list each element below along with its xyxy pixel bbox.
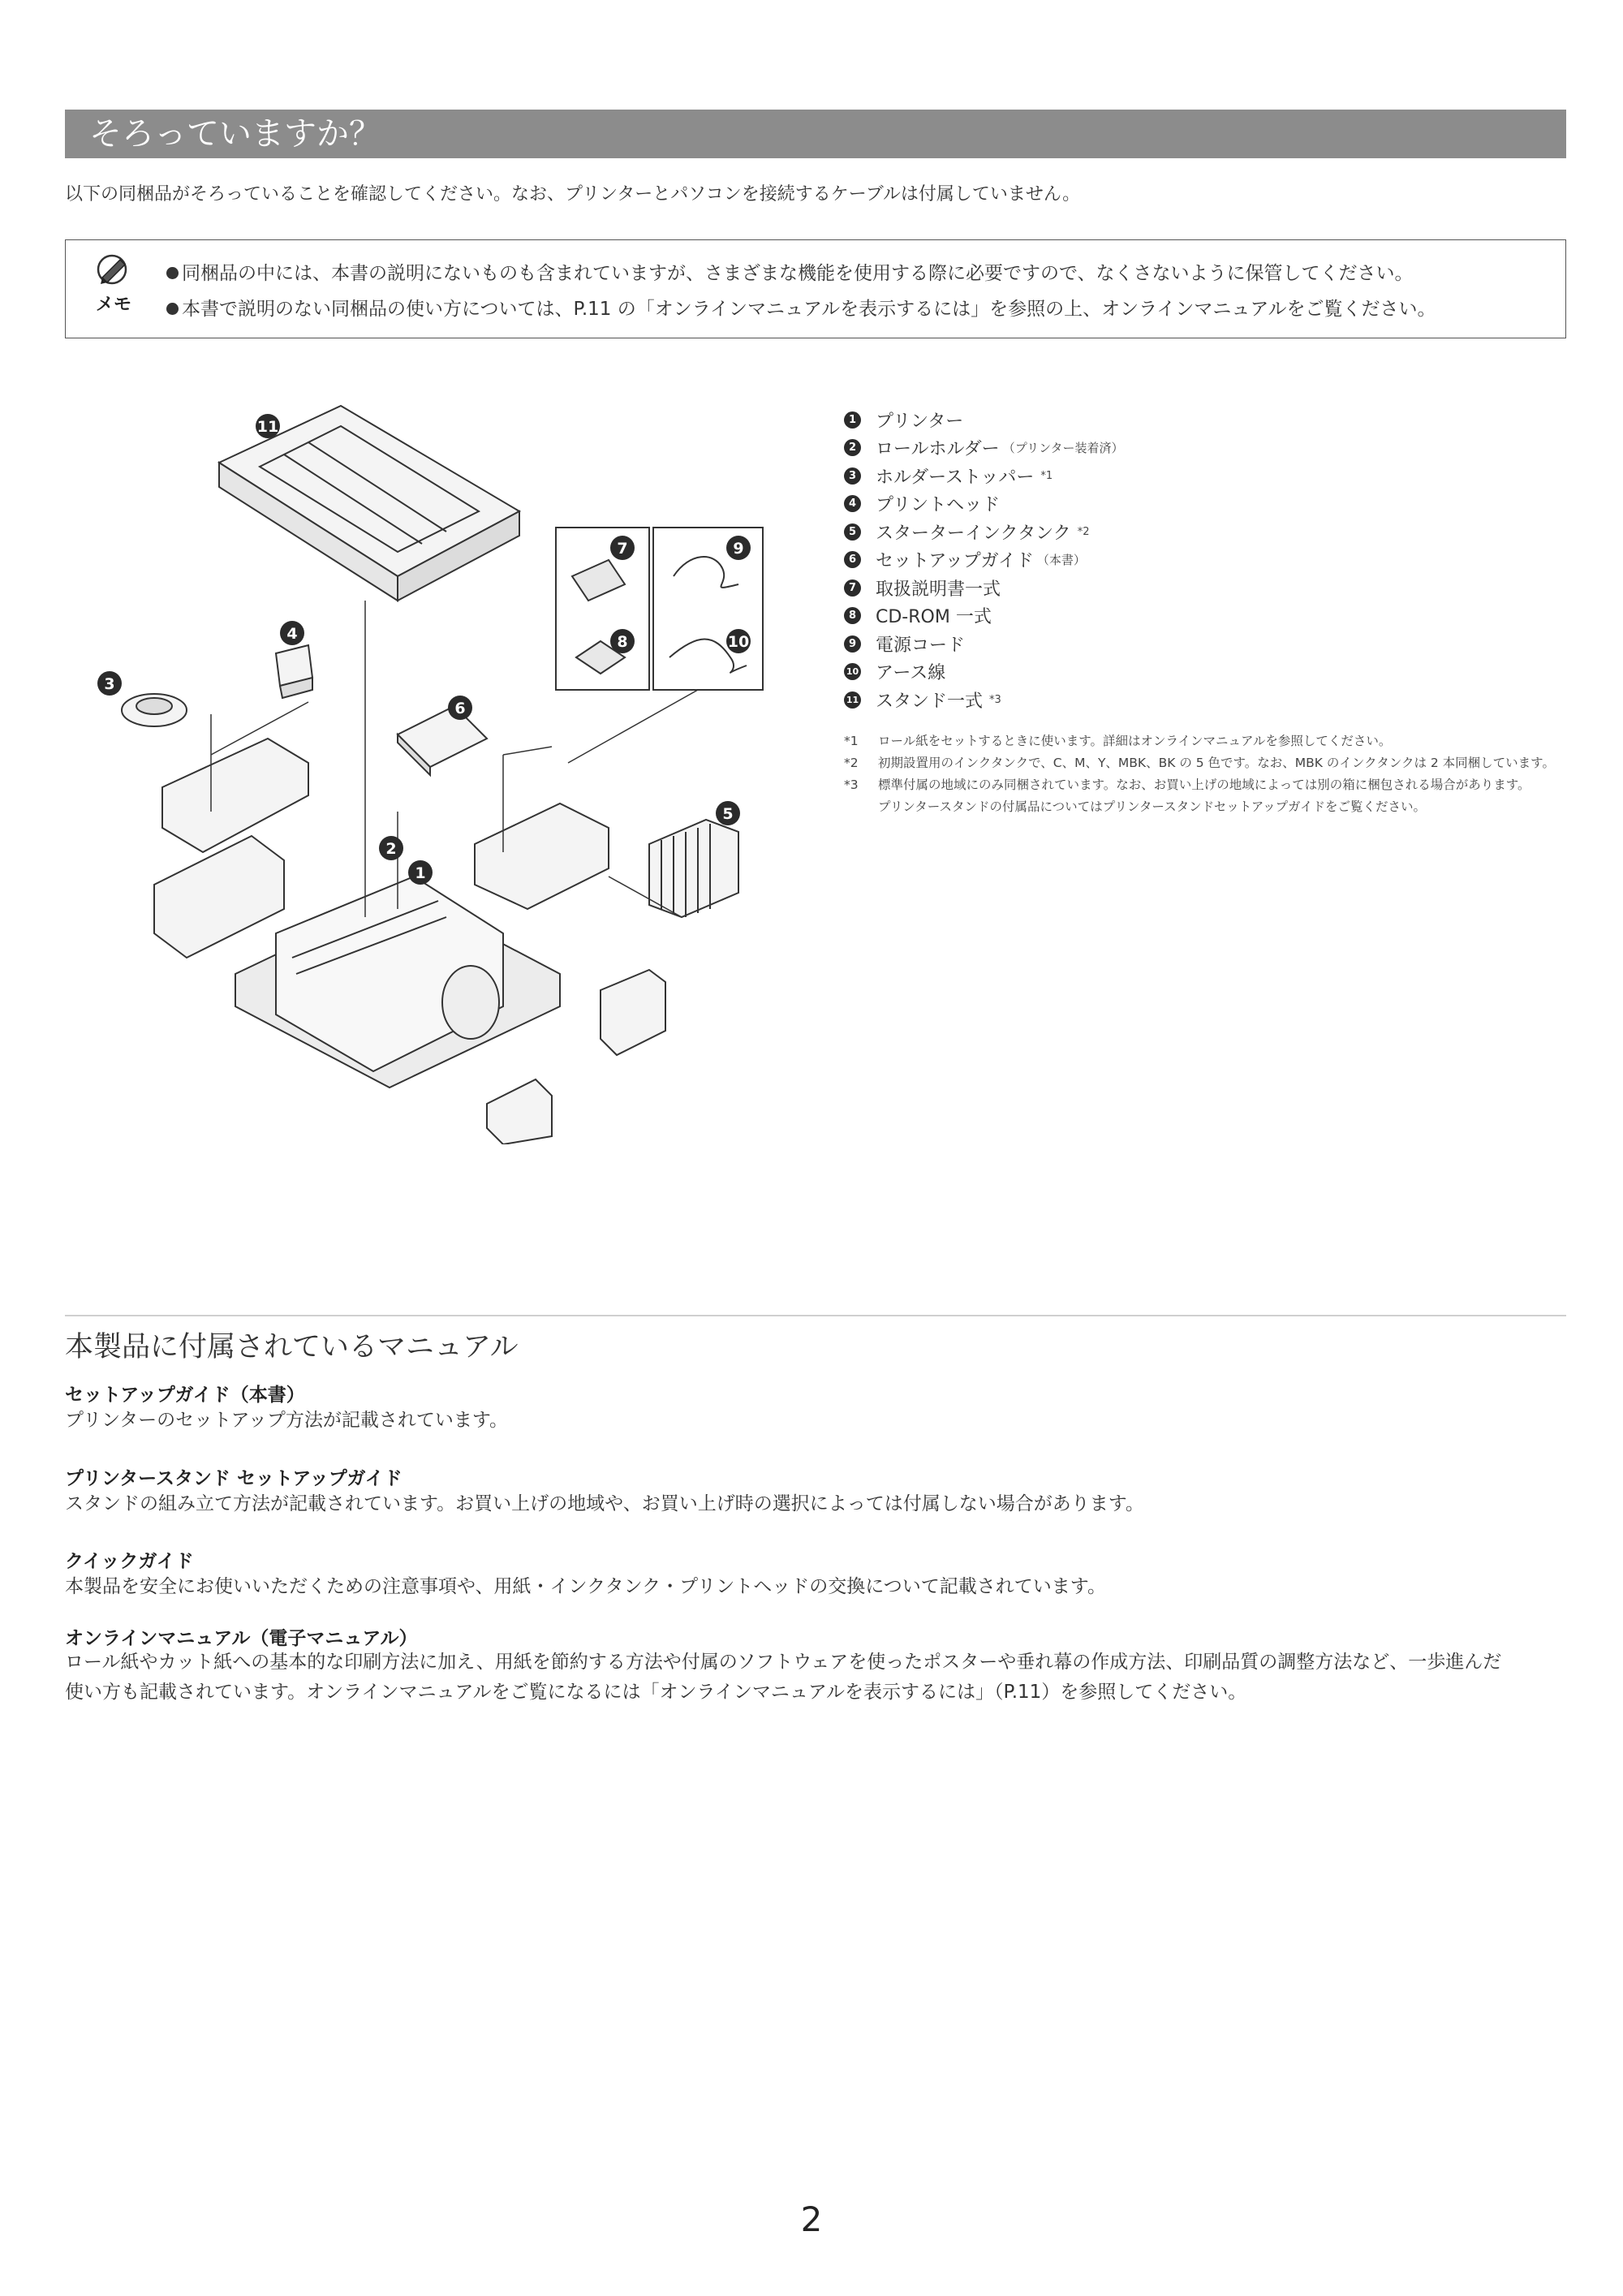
svg-text:6: 6 xyxy=(454,700,466,717)
svg-text:10: 10 xyxy=(727,633,750,651)
section-divider xyxy=(65,1315,1566,1316)
svg-text:3: 3 xyxy=(104,675,115,693)
memo-box xyxy=(65,239,1566,338)
svg-text:11: 11 xyxy=(256,418,279,436)
memo-line: 本書で説明のない同梱品の使い方については、P.11 の「オンラインマニュアルを表示するには」を参照の上、オンラインマニュアルをご覧ください。 xyxy=(166,294,1436,321)
svg-text:2: 2 xyxy=(385,840,397,858)
footnotes xyxy=(844,730,1574,818)
svg-text:7: 7 xyxy=(617,540,628,558)
legend-item: 7 取扱説明書一式 xyxy=(844,574,1127,602)
manual-description: ロール紙やカット紙への基本的な印刷方法に加え、用紙を節約する方法や付属のソフトウェアを使ったポスターや垂れ幕の作成方法、印刷品質の調整方法など、一歩進んだ xyxy=(65,1652,1502,1673)
footnote-continuation: プリンタースタンドの付属品についてはプリンタースタンドセットアップガイドをご覧ください。 xyxy=(878,799,1427,814)
manual-title: クイックガイド xyxy=(65,1551,194,1572)
manual-title: セットアップガイド（本書） xyxy=(65,1385,305,1406)
page-number: 2 xyxy=(800,2199,823,2239)
svg-text:5: 5 xyxy=(722,805,734,823)
manual-description: 使い方も記載されています。オンラインマニュアルをご覧になるには「オンラインマニュアルを表示するには」（P.11）を参照してください。 xyxy=(65,1682,1247,1703)
svg-text:1: 1 xyxy=(415,864,426,882)
legend-item: 10 アース線 xyxy=(844,658,1127,687)
starter-ink-tanks xyxy=(649,820,738,917)
memo-label: メモ xyxy=(96,295,132,315)
legend-item: 6 セットアップガイド （本書） xyxy=(844,546,1127,575)
legend-item: 8 CD-ROM 一式 xyxy=(844,602,1127,631)
callout-7 xyxy=(610,536,635,560)
callout-5 xyxy=(716,801,740,825)
intro-text: 以下の同梱品がそろっていることを確認してください。なお、プリンターとパソコンを接続するケーブルは付属していません。 xyxy=(65,184,1081,205)
callout-1 xyxy=(408,860,433,885)
footnote: *3 標準付属の地域にのみ同梱されています。なお、お買い上げの地域によっては別の箱に梱包される場合があります。 xyxy=(844,778,1530,792)
legend-item: 9 電源コード xyxy=(844,630,1127,658)
manual-title: プリンタースタンド セットアップガイド xyxy=(65,1468,403,1489)
callout-11 xyxy=(256,414,280,438)
setup-guide xyxy=(398,706,487,767)
section-header: そろっていますか？ xyxy=(65,110,1566,158)
legend xyxy=(844,406,1127,714)
callout-8 xyxy=(610,629,635,653)
callout-6 xyxy=(448,696,472,720)
legend-item: 11 スタンド一式 *3 xyxy=(844,686,1127,714)
pencil-icon xyxy=(96,253,131,286)
legend-item: 1 プリンター xyxy=(844,406,1127,434)
package-contents-diagram xyxy=(65,390,812,1144)
footnote: *2 初期設置用のインクタンクで、C、M、Y、MBK、BK の 5 色です。なお、MBK のインクタンクは 2 本同梱しています。 xyxy=(844,756,1555,770)
manuals-heading: 本製品に付属されているマニュアル xyxy=(65,1331,519,1363)
svg-text:9: 9 xyxy=(733,540,744,558)
legend-item: 2 ロールホルダー （プリンター装着済） xyxy=(844,434,1127,463)
callout-10 xyxy=(726,629,751,653)
svg-text:8: 8 xyxy=(617,633,628,651)
manual-title: オンラインマニュアル（電子マニュアル） xyxy=(65,1628,418,1649)
svg-text:4: 4 xyxy=(286,625,298,643)
callout-4 xyxy=(280,621,304,645)
legend-item: 5 スターターインクタンク *2 xyxy=(844,518,1127,546)
callout-3 xyxy=(97,671,122,696)
legend-item: 3 ホルダーストッパー *1 xyxy=(844,462,1127,490)
footnote: *1 ロール紙をセットするときに使います。詳細はオンラインマニュアルを参照してください。 xyxy=(844,734,1392,748)
memo-line: 同梱品の中には、本書の説明にないものも含まれていますが、さまざまな機能を使用する際に必要ですので、なくさないように保管してください。 xyxy=(166,258,1414,285)
callout-9 xyxy=(726,536,751,560)
legend-item: 4 プリントヘッド xyxy=(844,490,1127,519)
manual-description: スタンドの組み立て方法が記載されています。お買い上げの地域や、お買い上げ時の選択によっては付属しない場合があります。 xyxy=(65,1493,1144,1514)
callout-2 xyxy=(379,836,403,860)
manual-description: プリンターのセットアップ方法が記載されています。 xyxy=(65,1410,509,1431)
manual-description: 本製品を安全にお使いいただくための注意事項や、用紙・インクタンク・プリントヘッドの交換について記載されています。 xyxy=(65,1576,1106,1597)
